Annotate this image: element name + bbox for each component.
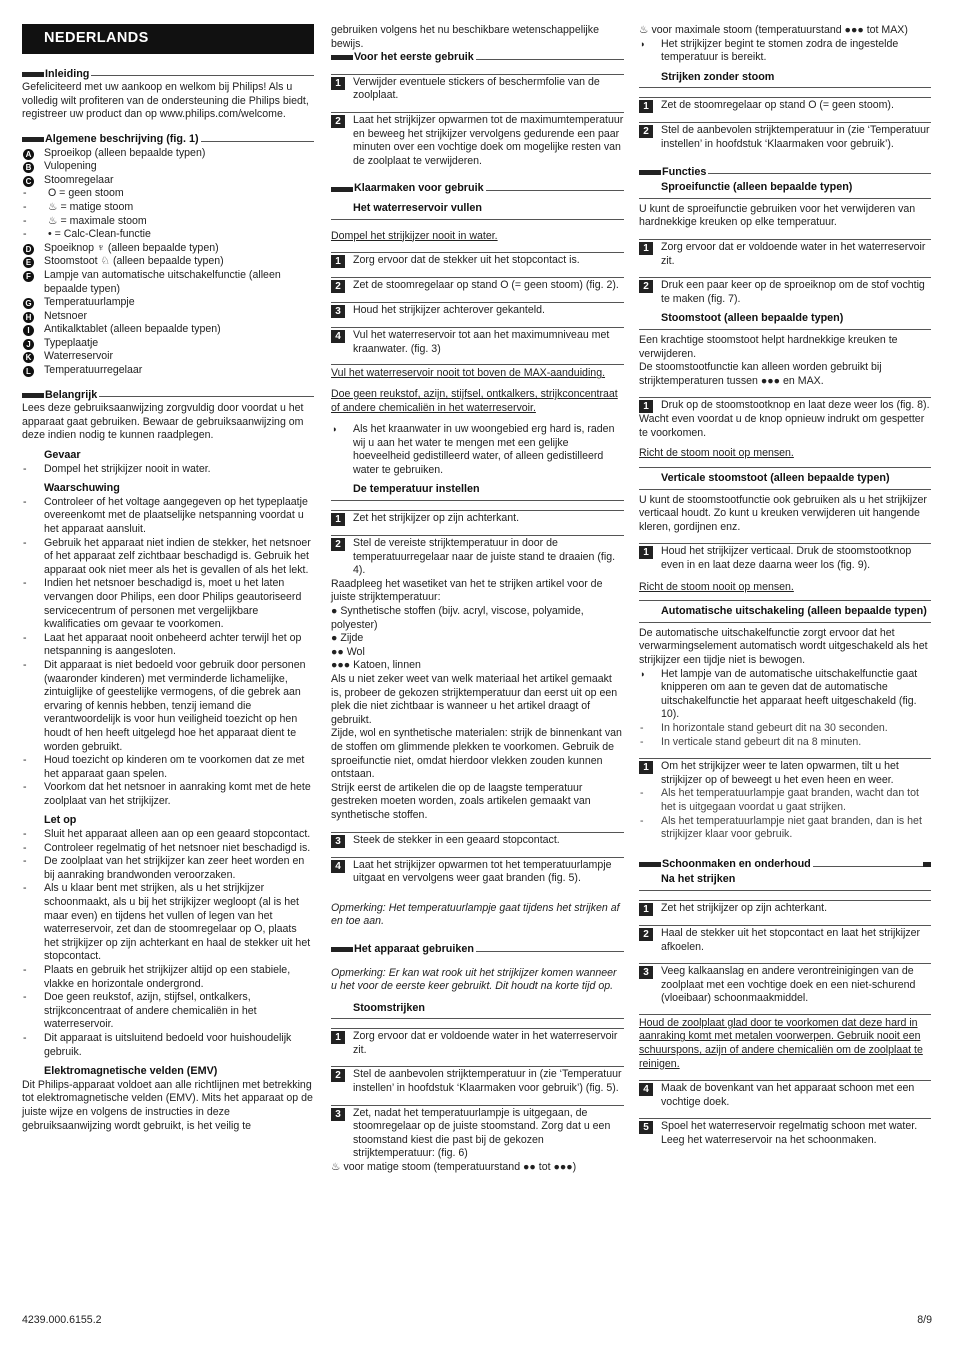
step-number-badge: 4 xyxy=(331,330,345,343)
vertical-text: U kunt de stoomstootfunctie ook gebruiken als u het strijkijzer verticaal houdt. Zo kunt u kreuken verwijderen uit hangende kleren, gordijnen enz. xyxy=(639,493,927,533)
step-item: 3 Veeg kalkaanslag en andere verontreinigingen van de zoolplaat met een vochtige doek en een niet-schurend (vloeibaar) schoonmaakmiddel. xyxy=(639,963,931,1006)
list-item: ●●● Katoen, linnen xyxy=(331,659,421,672)
caution-heading: Let op xyxy=(44,814,77,827)
after-ironing-heading: Na het strijken xyxy=(639,873,931,891)
description-item: C Stoomregelaar xyxy=(22,174,314,188)
step-number-badge: 1 xyxy=(639,100,653,113)
step-number-badge: 3 xyxy=(639,966,653,979)
description-item: K Waterreservoir xyxy=(22,350,314,364)
list-item: - Indien het netsnoer beschadigd is, moet u het laten vervangen door Philips, een door Philips geautoriseerd servicecentrum of personen met vergelijkbare kwalificaties om gevaar te voorkomen. xyxy=(23,577,302,631)
temp-text-4: Strijk eerst de artikelen die op de laagste temperatuur gestreken moeten worden, zoals artikelen gemaakt van synthetische stoffen. xyxy=(331,781,591,821)
shot-heading: Stoomstoot (alleen bepaalde typen) xyxy=(639,312,931,330)
list-item: - Dit apparaat is uitsluitend bedoeld voor huishoudelijk gebruik. xyxy=(23,1031,292,1058)
section-heading-use: Het apparaat gebruiken xyxy=(331,943,624,957)
step-number-badge: 1 xyxy=(331,513,345,526)
description-item: - O = geen stoom xyxy=(23,187,124,200)
section-heading-preparation: Klaarmaken voor gebruik xyxy=(331,182,624,196)
section-heading-description: Algemene beschrijving (fig. 1) xyxy=(22,133,314,147)
nosteam-steps xyxy=(639,97,931,151)
first-use-steps xyxy=(331,74,624,169)
item-letter-badge: G xyxy=(23,298,34,309)
section-heading-important: Belangrijk xyxy=(22,389,314,403)
list-item: - Dit apparaat is niet bedoeld voor gebruik door personen (waaronder kinderen) met verminderde lichamelijke, zintuiglijke of geestelijke vermogens, of die gebrek aan ervaring of kennis hebben, tenzij iemand die verantwoordelijk is voor hun veiligheid toezicht op hen houdt of hen heeft uitgelegd hoe het apparaat dient te worden gebruikt. xyxy=(23,658,306,753)
step-item: 1 Zorg ervoor dat er voldoende water in het waterreservoir zit. xyxy=(331,1028,624,1057)
step-number-badge: 1 xyxy=(639,400,653,413)
item-letter-badge: B xyxy=(23,162,34,173)
auto-off-tip: ◗ Het lampje van de automatische uitschakelfunctie gaat knipperen om aan te geven dat de automatische uitschakelfunctie het apparaat heeft uitgeschakeld (fig. 10). xyxy=(640,667,918,721)
step-item: 2 Stel de aanbevolen strijktemperatuur in (zie ‘Temperatuur instellen’ in hoofdstuk ‘Klaarmaken voor gebruik’) (fig. 5). xyxy=(331,1066,624,1095)
list-item: - Dompel het strijkijzer nooit in water. xyxy=(23,462,211,475)
item-letter-badge: L xyxy=(23,366,34,377)
description-item: H Netsnoer xyxy=(22,310,314,324)
step-item: 2 Stel de vereiste strijktemperatuur in door de temperatuurregelaar naar de juiste stand te draaien (fig. 4). xyxy=(331,535,624,578)
list-item: - Sluit het apparaat alleen aan op een geaard stopcontact. xyxy=(23,828,311,841)
warning-heading: Waarschuwing xyxy=(44,482,120,495)
steam-tip: ◗ Het strijkijzer begint te stomen zodra de ingestelde temperatuur is bereikt. xyxy=(640,37,899,64)
step-item: 1 Verwijder eventuele stickers of beschermfolie van de zoolplaat. xyxy=(331,74,624,103)
warning-list xyxy=(22,496,314,809)
step-number-badge: 3 xyxy=(331,305,345,318)
step-number-badge: 1 xyxy=(331,255,345,268)
fill-steps xyxy=(331,252,624,356)
spray-steps xyxy=(639,239,931,306)
item-letter-badge: A xyxy=(23,149,34,160)
item-letter-badge: D xyxy=(23,244,34,255)
important-text: Lees deze gebruiksaanwijzing zorgvuldig door voordat u het apparaat gaat gebruiken. Bewaar de gebruiksaanwijzing om deze indien nodig te kunnen raadplegen. xyxy=(22,402,304,442)
step-item: 2 Zet de stoomregelaar op stand O (= geen stoom) (fig. 2). xyxy=(331,277,624,293)
step-number-badge: 4 xyxy=(331,860,345,873)
description-item: F Lampje van automatische uitschakelfunctie (alleen bepaalde typen) xyxy=(22,269,314,296)
description-item: - • = Calc-Clean-functie xyxy=(23,228,151,241)
vertical-heading: Verticale stoomstoot (alleen bepaalde typen) xyxy=(639,467,931,490)
step-number-badge: 1 xyxy=(639,903,653,916)
list-item: ● Zijde xyxy=(331,632,364,645)
step-number-badge: 1 xyxy=(639,242,653,255)
list-item: - Als u klaar bent met strijken, als u het strijkijzer schoonmaakt, als u bij het strijkijzer wegloopt (al is het maar even) en tijdens het vullen of legen van het waterreservoir, zet dan de stoomregelaar op O, plaats het strijkijzer op zijn achterkant en haal de stekker uit het stopcontact. xyxy=(23,882,311,963)
temp-heading: De temperatuur instellen xyxy=(331,483,624,501)
item-letter-badge: J xyxy=(23,339,34,350)
column-3 xyxy=(639,24,931,1148)
step-item: 5 Spoel het waterreservoir regelmatig schoon met water. Leeg het waterreservoir na het schoonmaken. xyxy=(639,1118,931,1147)
step-number-badge: 1 xyxy=(331,1031,345,1044)
step-number-badge: 4 xyxy=(639,1083,653,1096)
list-item: - In horizontale stand gebeurt dit na 30 seconden. xyxy=(640,721,888,734)
list-item: - Doe geen reukstof, azijn, stijfsel, ontkalkers, strijkconcentraat of andere chemicaliën in het waterreservoir. xyxy=(23,991,257,1031)
danger-list xyxy=(22,463,314,477)
fill-heading: Het waterreservoir vullen xyxy=(331,202,624,220)
description-item: B Vulopening xyxy=(22,160,314,174)
description-item: D Spoeiknop ♆ (alleen bepaalde typen) xyxy=(22,242,314,256)
step-item: 1 Houd het strijkijzer verticaal. Druk de stoomstootknop even in en laat deze daarna weer los (fig. 9). xyxy=(639,543,931,572)
steam-steps xyxy=(331,1028,624,1161)
fill-tip: ◗ Als het kraanwater in uw woongebied erg hard is, raden wij u aan het water te mengen met een gelijke hoeveelheid gedistilleerd water, of alleen gedistilleerd water te gebruiken. xyxy=(332,423,615,476)
step-number-badge: 1 xyxy=(639,546,653,559)
step-item: 4 Vul het waterreservoir tot aan het maximumniveau met kraanwater. (fig. 3) xyxy=(331,327,624,356)
auto-off-list xyxy=(639,722,931,749)
description-item: I Antikalktablet (alleen bepaalde typen) xyxy=(22,323,314,337)
column-2 xyxy=(331,24,624,1175)
list-item: - Houd toezicht op kinderen om te voorkomen dat ze met het apparaat gaan spelen. xyxy=(23,754,305,780)
document-code: 4239.000.6155.2 xyxy=(22,1314,102,1326)
temp-text-3: Zijde, wol en synthetische materialen: strijk de binnenkant van de stoffen om glimmende plekken te voorkomen. Gebruik de sproeifunctie niet, omdat hierdoor vlekken zouden kunnen ontstaan. xyxy=(331,727,622,781)
item-letter-badge: E xyxy=(23,257,34,268)
vertical-steps xyxy=(639,543,931,572)
temp-steps-2 xyxy=(331,832,624,886)
section-heading-first-use: Voor het eerste gebruik xyxy=(331,51,624,65)
shot-warning: Richt de stoom nooit op mensen. xyxy=(639,447,794,460)
description-item: A Sproeikop (alleen bepaalde typen) xyxy=(22,147,314,161)
list-item: - In verticale stand gebeurt dit na 8 minuten. xyxy=(640,735,862,748)
vertical-warning: Richt de stoom nooit op mensen. xyxy=(639,580,794,593)
step-number-badge: 2 xyxy=(331,1069,345,1082)
step-number-badge: 1 xyxy=(639,761,653,774)
nosteam-heading: Strijken zonder stoom xyxy=(639,71,931,89)
temp-note: Opmerking: Het temperatuurlampje gaat tijdens het strijken af en toe aan. xyxy=(331,901,620,928)
fill-warning-3: Doe geen reukstof, azijn, stijfsel, ontkalkers, strijkconcentraat of andere chemicaliën in het waterreservoir. xyxy=(331,387,618,414)
step-number-badge: 2 xyxy=(331,280,345,293)
steam-heading: Stoomstrijken xyxy=(331,1002,624,1020)
step-item: 2 Druk een paar keer op de sproeiknop om de stof vochtig te maken (fig. 7). xyxy=(639,277,931,306)
column-1 xyxy=(22,24,314,1133)
step-item: 1 Zet de stoomregelaar op stand O (= geen stoom). xyxy=(639,97,931,113)
step-item: 2 Laat het strijkijzer opwarmen tot de maximumtemperatuur en beweeg het strijkijzer vervolgens gedurende een paar minuten over een vochtige doek om mogelijke resten van de zoolplaat te verwijderen. xyxy=(331,112,624,168)
list-item: - Plaats en gebruik het strijkijzer altijd op een stabiele, vlakke en horizontale ondergrond. xyxy=(23,964,291,990)
list-item: - Als het temperatuurlampje gaat branden, wacht dan tot het is uitgegaan voordat u gaat strijken. xyxy=(640,787,919,813)
intro-text: Gefeliciteerd met uw aankoop en welkom bij Philips! Als u volledig wilt profiteren van de ondersteuning die Philips biedt, registreer uw product dan op www.philips.com/welcome. xyxy=(22,81,309,121)
caution-list xyxy=(22,828,314,1059)
step-item: 3 Zet, nadat het temperatuurlampje is uitgegaan, de stoomregelaar op de juiste stoomstand. Zorg dat u een stoomstand kiest die past bij de gekozen strijktemperatuur: (fig. 6) xyxy=(331,1105,624,1161)
description-item: J Typeplaatje xyxy=(22,337,314,351)
page-number: 8/9 xyxy=(917,1314,932,1326)
list-item: - Voorkom dat het netsnoer in aanraking komt met de hete zoolplaat van het strijkijzer. xyxy=(23,781,311,807)
description-item: E Stoomstoot ♘ (alleen bepaalde typen) xyxy=(22,255,314,269)
spray-heading: Sproeifunctie (alleen bepaalde typen) xyxy=(639,181,931,199)
spray-text: U kunt de sproeifunctie gebruiken voor het verwijderen van hardnekkige kreuken op elke temperatuur. xyxy=(639,202,916,229)
auto-off-steps xyxy=(639,758,931,787)
list-item: - Laat het apparaat nooit onbeheerd achter terwijl het op netspanning is aangesloten. xyxy=(23,631,302,658)
temp-text-1: Raadpleeg het wasetiket van het te strijken artikel voor de juiste strijktemperatuur: xyxy=(331,577,603,604)
shot-text-1: Een krachtige stoomstoot helpt hardnekkige kreuken te verwijderen. xyxy=(639,333,898,360)
emv-heading: Elektromagnetische velden (EMV) xyxy=(44,1065,218,1078)
steam-max-text: ♨ voor maximale stoom (temperatuurstand ●●● tot MAX) xyxy=(639,24,908,36)
step-item: 1 Zet het strijkijzer op zijn achterkant. xyxy=(331,510,624,526)
list-item: - Gebruik het apparaat niet indien de stekker, het netsnoer of het apparaat zelf zichtbaar beschadigd is. Gebruik het apparaat ook niet meer als het is gevallen of als het lekt. xyxy=(23,536,311,576)
fill-warning: Dompel het strijkijzer nooit in water. xyxy=(331,229,498,242)
step-number-badge: 1 xyxy=(331,77,345,90)
step-item: 3 Steek de stekker in een geaard stopcontact. xyxy=(331,832,624,848)
step-item: 1 Zorg ervoor dat er voldoende water in het waterreservoir zit. xyxy=(639,239,931,268)
step-number-badge: 2 xyxy=(639,928,653,941)
list-item: - Controleer regelmatig of het netsnoer niet beschadigd is. xyxy=(23,841,311,854)
list-item: ● Synthetische stoffen (bijv. acryl, viscose, polyamide, polyester) xyxy=(331,605,584,631)
step-number-badge: 2 xyxy=(639,125,653,138)
step-number-badge: 2 xyxy=(639,280,653,293)
fill-warning-2: Vul het waterreservoir nooit tot boven de MAX-aanduiding. xyxy=(331,367,606,380)
step-item: 1 Zet het strijkijzer op zijn achterkant. xyxy=(639,900,931,916)
emv-text: Dit Philips-apparaat voldoet aan alle richtlijnen met betrekking tot elektromagnetische velden (EMV). Mits het apparaat op de juiste wijze en volgens de instructies in deze gebruiksaanwijzing wordt gebruikt, is het veilig te xyxy=(22,1078,313,1132)
language-banner: NEDERLANDS xyxy=(22,24,314,54)
cleaning-steps-2 xyxy=(639,1080,931,1147)
step-item: 1 Zorg ervoor dat de stekker uit het stopcontact is. xyxy=(331,252,624,268)
step-item: 1 Om het strijkijzer weer te laten opwarmen, tilt u het strijkijzer op of beweegt u het even heen en weer. xyxy=(639,758,931,787)
description-list xyxy=(22,147,314,378)
item-letter-badge: I xyxy=(23,325,34,336)
list-item: - Controleer of het voltage aangegeven op het typeplaatje overeenkomt met de plaatselijke netspanning voordat u het apparaat aansluit. xyxy=(23,495,308,535)
use-note: Opmerking: Er kan wat rook uit het strijkijzer komen wanneer u het voor de eerste keer gebruikt. Dit houdt na korte tijd op. xyxy=(331,966,617,993)
item-letter-badge: F xyxy=(23,271,34,282)
step-item: 2 Stel de aanbevolen strijktemperatuur in (zie ‘Temperatuur instellen’ in hoofdstuk ‘Klaarmaken voor gebruik’). xyxy=(639,122,931,151)
step-number-badge: 5 xyxy=(639,1121,653,1134)
description-item: - ♨ = matige stoom xyxy=(23,200,134,213)
description-item: G Temperatuurlampje xyxy=(22,296,314,310)
shot-steps xyxy=(639,397,931,413)
step-item: 3 Houd het strijkijzer achterover gekanteld. xyxy=(331,302,624,318)
steam-mid-text: ♨ voor matige stoom (temperatuurstand ●● tot ●●●) xyxy=(331,1161,577,1174)
section-heading-intro: Inleiding xyxy=(22,68,314,82)
section-heading-functions: Functies xyxy=(639,166,931,180)
continued-text: gebruiken volgens het nu beschikbare wetenschappelijke bewijs. xyxy=(331,24,599,50)
auto-off-heading: Automatische uitschakeling (alleen bepaalde typen) xyxy=(639,600,931,623)
item-letter-badge: K xyxy=(23,352,34,363)
temp-list xyxy=(331,605,624,673)
danger-heading: Gevaar xyxy=(44,449,81,462)
temp-text-2: Als u niet zeker weet van welk materiaal het artikel gemaakt is, probeer de gekozen strijktemperatuur dan eerst uit op een plek die niet zichtbaar is wanneer u het artikel draagt of gebruikt. xyxy=(331,673,618,726)
step-number-badge: 2 xyxy=(331,538,345,551)
description-item: L Temperatuurregelaar xyxy=(22,364,314,378)
auto-off-text: De automatische uitschakelfunctie zorgt ervoor dat het verwarmingselement automatisch wordt uitgeschakeld als het strijkijzer een tijdje niet is bewogen. xyxy=(639,626,928,666)
step-item: 1 Druk op de stoomstootknop en laat deze weer los (fig. 8). xyxy=(639,397,931,413)
list-item: ●● Wol xyxy=(331,645,365,658)
section-heading-cleaning: Schoonmaken en onderhoud xyxy=(639,858,931,872)
step-item: 4 Laat het strijkijzer opwarmen tot het temperatuurlampje uitgaat en vervolgens weer gaat branden (fig. 5). xyxy=(331,857,624,886)
step-number-badge: 3 xyxy=(331,835,345,848)
step-number-badge: 3 xyxy=(331,1108,345,1121)
shot-text-2: De stoomstootfunctie kan alleen worden gebruikt bij strijktemperaturen tussen ●●● en MAX. xyxy=(639,361,882,387)
shot-text-3: Wacht even voordat u de knop opnieuw indrukt om gespetter te voorkomen. xyxy=(639,413,925,439)
auto-off-list-2 xyxy=(639,787,931,841)
cleaning-warning: Houd de zoolplaat glad door te voorkomen dat deze hard in aanraking komt met metalen voorwerpen. Gebruik nooit een schuurspons, azijn of andere chemicaliën om de zoolplaat te reinigen. xyxy=(639,1014,931,1071)
item-letter-badge: H xyxy=(23,312,34,323)
description-item: - ♨ = maximale stoom xyxy=(23,214,147,227)
step-item: 4 Maak de bovenkant van het apparaat schoon met een vochtige doek. xyxy=(639,1080,931,1109)
cleaning-steps xyxy=(639,900,931,1006)
temp-steps xyxy=(331,510,624,578)
list-item: - Als het temperatuurlampje niet gaat branden, dan is het strijkijzer klaar voor gebruik. xyxy=(640,814,922,841)
item-letter-badge: C xyxy=(23,176,34,187)
step-number-badge: 2 xyxy=(331,115,345,128)
list-item: - De zoolplaat van het strijkijzer kan zeer heet worden en bij aanraking brandwonden veroorzaken. xyxy=(23,855,305,881)
step-item: 2 Haal de stekker uit het stopcontact en laat het strijkijzer afkoelen. xyxy=(639,925,931,954)
